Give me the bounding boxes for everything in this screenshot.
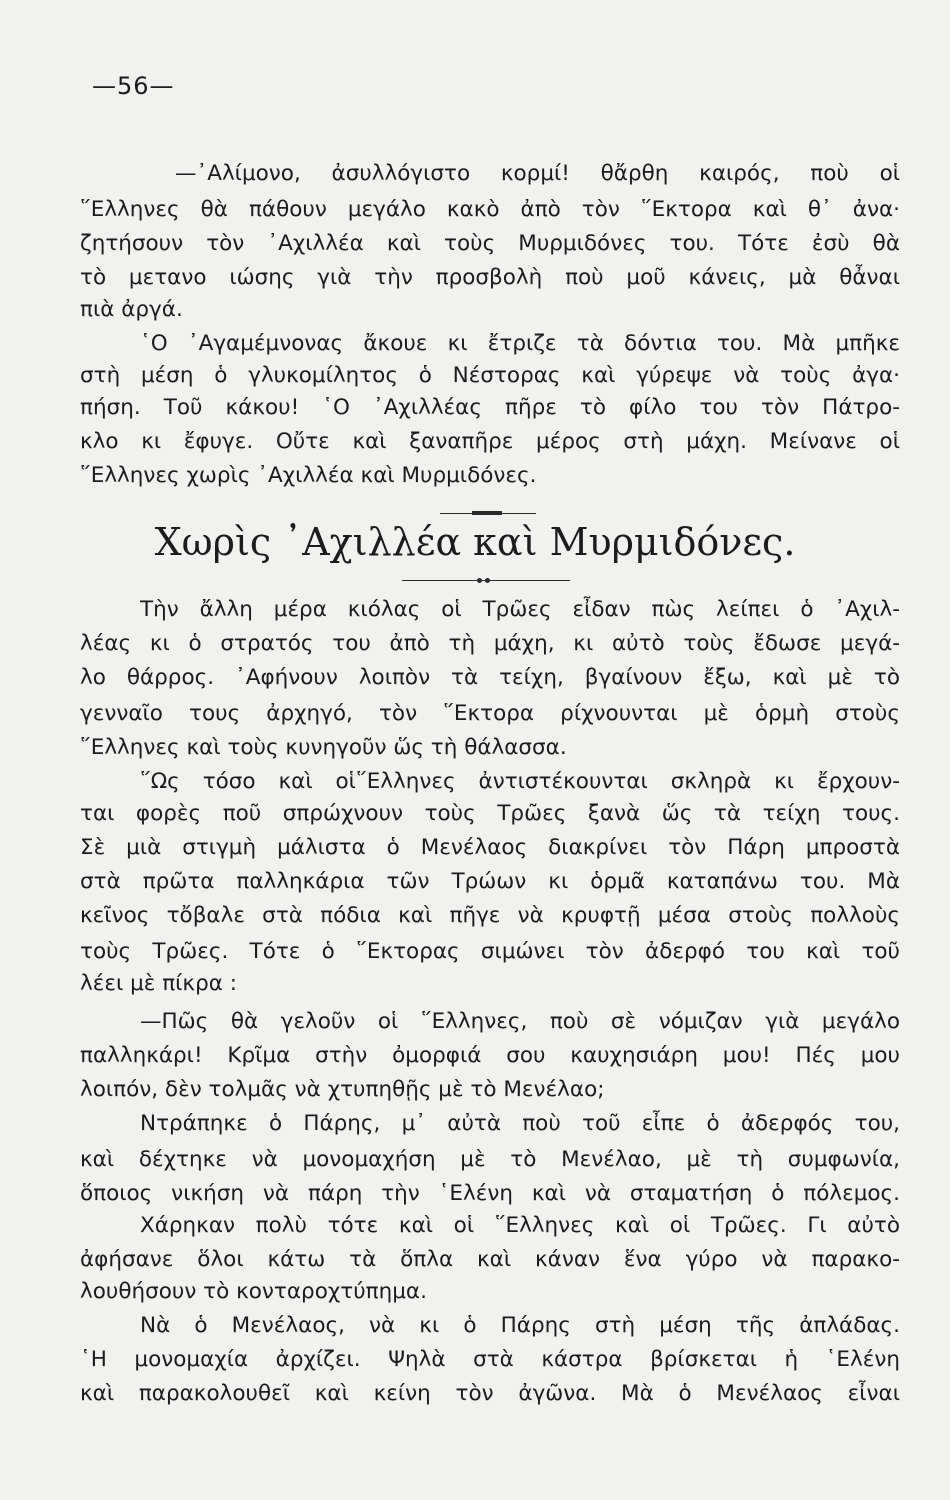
text-line: ζητήσουν τὸν ᾿Αχιλλέα καὶ τοὺς Μυρμιδόνες του. Τότε ἐσὺ θὰ [80,231,900,256]
text-line: λοιπόν, δὲν τολμᾶς νὰ χτυπηθῇς μὲ τὸ Μενέλαο; [80,1077,605,1102]
text-line: στὰ πρῶτα παλληκάρια τῶν Τρώων κι ὁρμᾶ καταπάνω του. Μὰ [80,869,900,894]
text-line: καὶ παρακολουθεῖ καὶ κείνη τὸν ἀγῶνα. Μὰ ὁ Μενέλαος εἶναι [80,1381,900,1406]
text-line: στὴ μέση ὁ γλυκομίλητος ὁ Νέστορας καὶ γύρεψε νὰ τοὺς ἀγα· [80,363,900,388]
text-line: λέας κι ὁ στρατός του ἀπὸ τὴ μάχη, κι αὐτὸ τοὺς ἔδωσε μεγά- [80,631,900,656]
text-line: ῾Η μονομαχία ἀρχίζει. Ψηλὰ στὰ κάστρα βρίσκεται ἡ ῾Ελένη [80,1347,900,1372]
text-line: ἀφήσανε ὅλοι κάτω τὰ ὅπλα καὶ κάναν ἕνα γύρο νὰ παρακο- [80,1247,900,1272]
text-line: Σὲ μιὰ στιγμὴ μάλιστα ὁ Μενέλαος διακρίνει τὸν Πάρη μπροστὰ [80,835,900,860]
text-line: Νὰ ὁ Μενέλαος, νὰ κι ὁ Πάρης στὴ μέση τῆς ἀπλάδας. [140,1313,900,1338]
text-line: κλο κι ἔφυγε. Οὔτε καὶ ξαναπῆρε μέρος στὴ μάχη. Μείνανε οἱ [80,429,900,454]
text-line: ῞Ως τόσο καὶ οἱ῞Ελληνες ἀντιστέκουνται σκληρὰ κι ἔρχουν- [140,769,900,794]
text-line: τὸ μετανο ιώσης γιὰ τὴν προσβολὴ ποὺ μοῦ κάνεις, μὰ θἆναι [80,265,900,290]
text-line: ται φορὲς ποῦ σπρώχνουν τοὺς Τρῶες ξανὰ ὥς τὰ τείχη τους. [80,801,900,826]
text-line: ῞Ελληνες θὰ πάθουν μεγάλο κακὸ ἀπὸ τὸν ῞Εκτορα καὶ θ᾿ ἀνα· [80,197,900,222]
text-line: λο θάρρος. ᾿Αφήνουν λοιπὸν τὰ τείχη, βγαίνουν ἔξω, καὶ μὲ τὸ [80,665,900,690]
divider-dot [485,578,490,583]
divider-dot [477,578,482,583]
text-line: γενναῖο τους ἀρχηγό, τὸν ῞Εκτορα ρίχνουνται μὲ ὁρμὴ στοὺς [80,701,900,726]
text-line: λέει μὲ πίκρα : [80,971,237,996]
text-line: παλληκάρι! Κρῖμα στὴν ὀμορφιά σου καυχησιάρη μου! Πές μου [80,1043,900,1068]
chapter-heading: Χωρὶς ᾿Αχιλλέα καὶ Μυρμιδόνες. [154,520,796,564]
text-line: —᾿Αλίμονο, ἀσυλλόγιστο κορμί! θἄρθη καιρός, ποὺ οἱ [175,161,900,186]
text-line: πήση. Τοῦ κάκου! ῾Ο ᾿Αχιλλέας πῆρε τὸ φίλο του τὸν Πάτρο- [80,395,900,420]
text-line: Τὴν ἄλλη μέρα κιόλας οἱ Τρῶες εἶδαν πὼς λείπει ὁ ᾿Αχιλ- [140,597,900,622]
text-line: —Πῶς θὰ γελοῦν οἱ ῞Ελληνες, ποὺ σὲ νόμιζαν γιὰ μεγάλο [140,1009,900,1034]
text-line: ῞Ελληνες χωρὶς ᾿Αχιλλέα καὶ Μυρμιδόνες. [80,463,537,488]
text-line: λουθήσουν τὸ κονταροχτύπημα. [80,1279,427,1304]
text-line: καὶ δέχτηκε νὰ μονομαχήση μὲ τὸ Μενέλαο, μὲ τὴ συμφωνία, [80,1147,900,1172]
top-divider-accent [472,511,502,515]
text-line: Ντράπηκε ὁ Πάρης, μ᾿ αὐτὰ ποὺ τοῦ εἶπε ὁ ἀδερφός του, [140,1111,900,1136]
text-line: πιὰ ἀργά. [80,297,183,322]
text-line: ὅποιος νικήση νὰ πάρη τὴν ῾Ελένη καὶ νὰ σταματήση ὁ πόλεμος. [80,1181,900,1206]
text-line: ῞Ελληνες καὶ τοὺς κυνηγοῦν ὥς τὴ θάλασσα. [80,735,567,760]
text-line: τοὺς Τρῶες. Τότε ὁ ῞Εκτορας σιμώνει τὸν ἀδερφό του καὶ τοῦ [80,939,900,964]
text-line: κεῖνος τὄβαλε στὰ πόδια καὶ πῆγε νὰ κρυφτῇ μέσα στοὺς πολλοὺς [80,903,900,928]
text-line: Χάρηκαν πολὺ τότε καὶ οἱ ῞Ελληνες καὶ οἱ Τρῶες. Γι αὐτὸ [140,1213,900,1238]
text-line: ῾Ο ᾿Αγαμέμνονας ἄκουε κι ἔτριζε τὰ δόντια του. Μὰ μπῆκε [140,331,900,356]
page-number: —56— [92,72,175,100]
